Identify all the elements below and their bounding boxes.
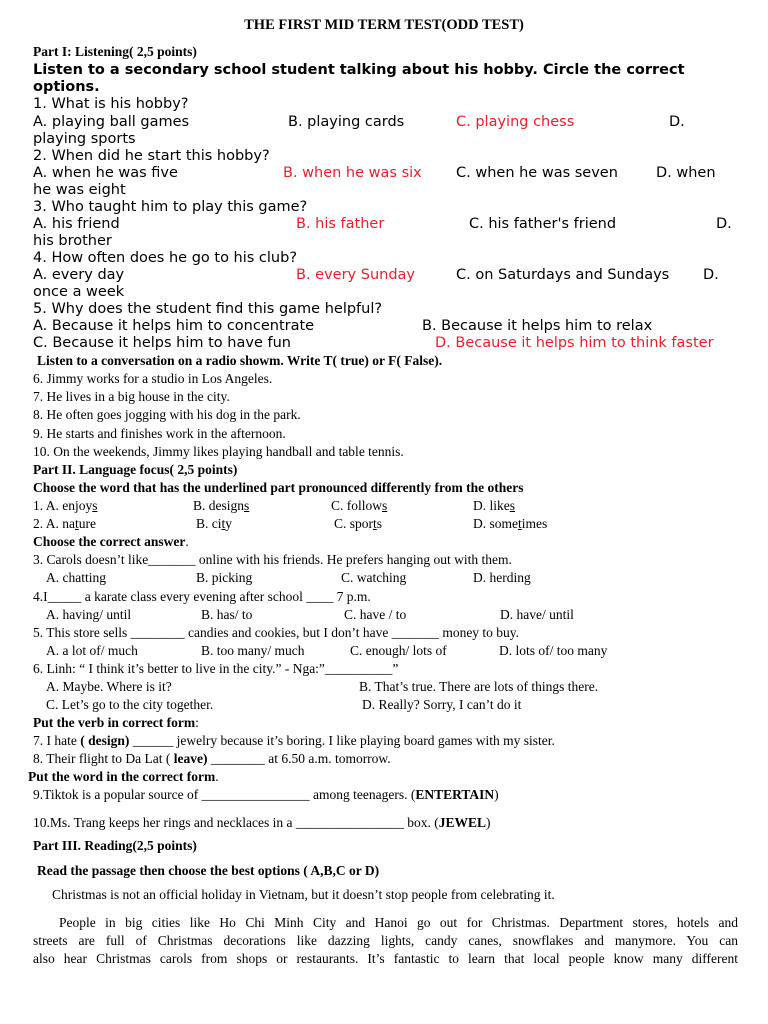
tf-statement-9: 9. He starts and finishes work in the afternoon. [33, 426, 286, 441]
listening-q1-option-d[interactable]: D. [669, 114, 685, 130]
grammar-q3-option-b[interactable]: B. picking [196, 570, 253, 585]
verb-q7: 7. I hate ( design) ______ jewelry because it’s boring. I like playing board games with my sister. [33, 733, 555, 748]
tf-statement-7: 7. He lives in a big house in the city. [33, 389, 230, 404]
listening-q5-option-c[interactable]: C. Because it helps him to have fun [33, 335, 291, 351]
grammar-q3: 3. Carols doesn’t like_______ online with his friends. He prefers hanging out with them. [33, 552, 512, 567]
pronunciation-instruction: Choose the word that has the underlined part pronounced differently from the others [33, 480, 524, 495]
reading-paragraph-2-line-1: People in big cities like Ho Chi Minh City and Hanoi go out for Christmas. Department stores, hotels and [59, 915, 738, 930]
verb-form-instruction: Put the verb in correct form: [33, 715, 199, 730]
pronunciation-q1-option-c[interactable]: C. follows [331, 498, 388, 513]
grammar-q6: 6. Linh: “ I think it’s better to live in the city.” - Nga:”__________” [33, 661, 399, 676]
listening-q2-option-a[interactable]: A. when he was five [33, 165, 178, 181]
listening-q3: 3. Who taught him to play this game? [33, 199, 308, 215]
listening-q4: 4. How often does he go to his club? [33, 250, 298, 266]
listening-q5-option-b[interactable]: B. Because it helps him to relax [422, 318, 653, 334]
listening-q1-option-b[interactable]: B. playing cards [288, 114, 405, 130]
grammar-q4-option-c[interactable]: C. have / to [344, 607, 407, 622]
grammar-q6-option-c[interactable]: C. Let’s go to the city together. [46, 697, 214, 712]
listening-q2: 2. When did he start this hobby? [33, 148, 270, 164]
grammar-q4-option-b[interactable]: B. has/ to [201, 607, 253, 622]
grammar-q5: 5. This store sells ________ candies and cookies, but I don’t have _______ money to buy. [33, 625, 520, 640]
listening-q4-option-b[interactable]: B. every Sunday [296, 267, 415, 283]
listening-q3-option-b[interactable]: B. his father [296, 216, 385, 232]
grammar-q4-option-d[interactable]: D. have/ until [500, 607, 574, 622]
word-form-instruction: Put the word in the correct form. [28, 769, 219, 784]
listening-q4-option-a[interactable]: A. every day [33, 267, 125, 283]
pronunciation-q2-option-d[interactable]: D. sometimes [473, 516, 548, 531]
listening-q2-option-b[interactable]: B. when he was six [283, 165, 422, 181]
listening-q1-option-c[interactable]: C. playing chess [456, 114, 575, 130]
listening-q4-option-c[interactable]: C. on Saturdays and Sundays [456, 267, 670, 283]
pronunciation-q1-option-b[interactable]: B. designs [193, 498, 250, 513]
reading-paragraph-1: Christmas is not an official holiday in Vietnam, but it doesn’t stop people from celebrating it. [52, 887, 555, 902]
part2-heading: Part II. Language focus( 2,5 points) [33, 462, 238, 477]
listening-q5-option-d[interactable]: D. Because it helps him to think faster [435, 335, 714, 351]
grammar-q4: 4.I_____ a karate class every evening after school ____ 7 p.m. [33, 589, 371, 604]
grammar-q6-option-b[interactable]: B. That’s true. There are lots of things there. [359, 679, 599, 694]
part1-instruction-line1: Listen to a secondary school student talking about his hobby. Circle the correct [33, 62, 685, 78]
reading-instruction: Read the passage then choose the best options ( A,B,C or D) [37, 863, 380, 878]
listening-q1: 1. What is his hobby? [33, 96, 189, 112]
reading-paragraph-2-line-3: also hear Christmas carols from shops or restaurants. It’s fantastic to learn that local people know many different [33, 951, 738, 966]
grammar-q5-option-d[interactable]: D. lots of/ too many [499, 643, 608, 658]
pronunciation-q2-option-a[interactable]: 2. A. nature [33, 516, 97, 531]
listening-q3-option-d[interactable]: D. [716, 216, 732, 232]
pronunciation-q1-option-d[interactable]: D. likes [473, 498, 516, 513]
true-false-instruction: Listen to a conversation on a radio showm. Write T( true) or F( False). [37, 353, 443, 368]
grammar-q3-option-c[interactable]: C. watching [341, 570, 407, 585]
grammar-q5-option-c[interactable]: C. enough/ lots of [350, 643, 447, 658]
pronunciation-q2-option-b[interactable]: B. city [196, 516, 233, 531]
listening-q1-option-d-text: playing sports [33, 131, 136, 147]
page-title: THE FIRST MID TERM TEST(ODD TEST) [244, 17, 524, 33]
part3-heading: Part III. Reading(2,5 points) [33, 838, 197, 853]
listening-q3-option-c[interactable]: C. his father's friend [469, 216, 617, 232]
word-q10: 10.Ms. Trang keeps her rings and necklaces in a ________________ box. (JEWEL) [33, 815, 491, 830]
listening-q3-option-d-text: his brother [33, 233, 112, 249]
part1-heading: Part I: Listening( 2,5 points) [33, 44, 197, 59]
tf-statement-8: 8. He often goes jogging with his dog in the park. [33, 407, 301, 422]
grammar-q5-option-a[interactable]: A. a lot of/ much [46, 643, 138, 658]
listening-q2-option-d-text: he was eight [33, 182, 126, 198]
listening-q5: 5. Why does the student find this game helpful? [33, 301, 383, 317]
reading-paragraph-2 [33, 914, 738, 968]
listening-q4-option-d-text: once a week [33, 284, 125, 300]
listening-q5-option-a[interactable]: A. Because it helps him to concentrate [33, 318, 315, 334]
word-q9: 9.Tiktok is a popular source of ________________ among teenagers. (ENTERTAIN) [33, 787, 499, 802]
part1-instruction-line2: options. [33, 79, 100, 95]
verb-q8: 8. Their flight to Da Lat ( leave) ________ at 6.50 a.m. tomorrow. [33, 751, 391, 766]
listening-q2-option-d[interactable]: D. when [656, 165, 716, 181]
listening-q2-option-c[interactable]: C. when he was seven [456, 165, 618, 181]
pronunciation-q2-option-c[interactable]: C. sports [334, 516, 383, 531]
grammar-q5-option-b[interactable]: B. too many/ much [201, 643, 305, 658]
grammar-q4-option-a[interactable]: A. having/ until [46, 607, 132, 622]
grammar-q3-option-a[interactable]: A. chatting [46, 570, 106, 585]
listening-q3-option-a[interactable]: A. his friend [33, 216, 120, 232]
grammar-q6-option-d[interactable]: D. Really? Sorry, I can’t do it [362, 697, 522, 712]
pronunciation-q1-option-a[interactable]: 1. A. enjoys [33, 498, 98, 513]
reading-paragraph-2-line-2: streets are full of Christmas decorations like dazzing lights, candy canes, snowflakes and manymore. You can [33, 933, 738, 948]
grammar-q3-option-d[interactable]: D. herding [473, 570, 531, 585]
grammar-q6-option-a[interactable]: A. Maybe. Where is it? [46, 679, 172, 694]
choose-answer-instruction: Choose the correct answer. [33, 534, 189, 549]
tf-statement-10: 10. On the weekends, Jimmy likes playing handball and table tennis. [33, 444, 404, 459]
listening-q4-option-d[interactable]: D. [703, 267, 719, 283]
tf-statement-6: 6. Jimmy works for a studio in Los Angeles. [33, 371, 273, 386]
listening-q1-option-a[interactable]: A. playing ball games [33, 114, 190, 130]
